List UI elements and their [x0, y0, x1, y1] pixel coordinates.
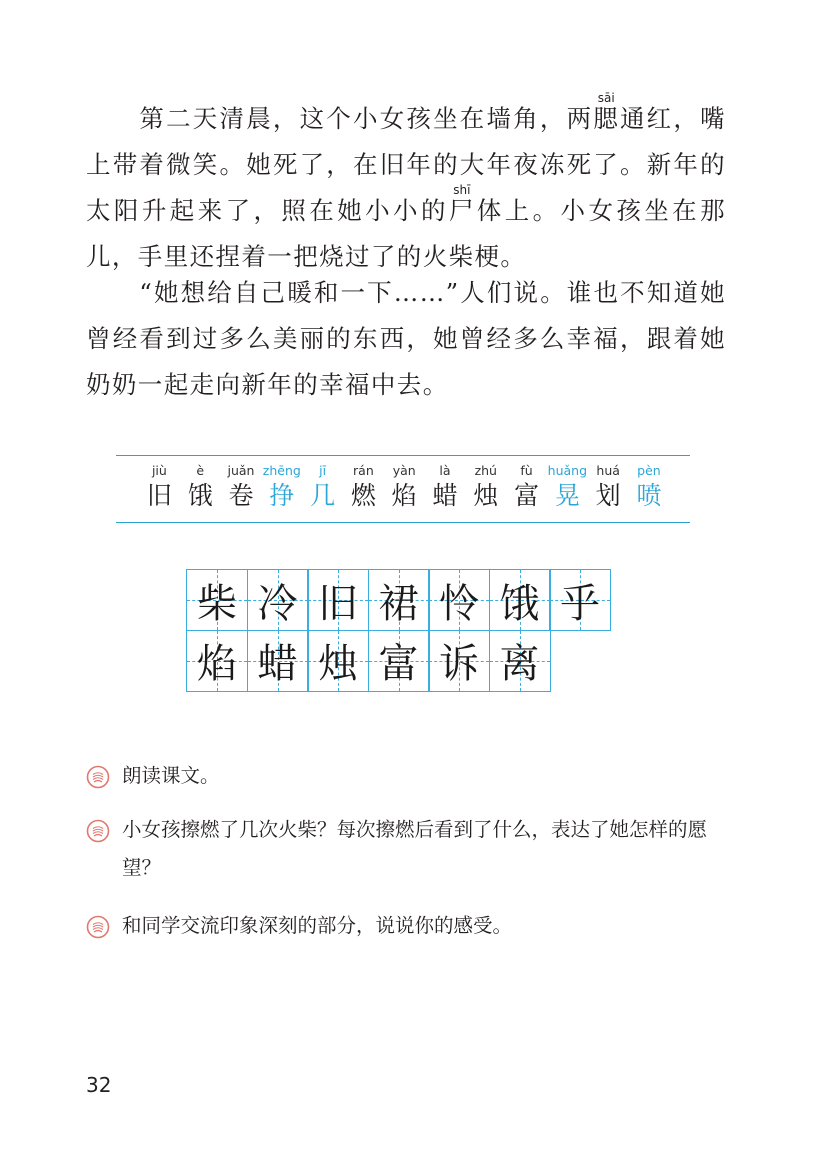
vocab-pinyin: zhēng [262, 463, 301, 478]
vocab-item [302, 462, 343, 512]
grid-char: 富 [378, 641, 419, 687]
seal-bullet-icon [86, 765, 110, 789]
paragraph-text: 通红，嘴上带着微笑。她死了，在旧年的大年夜冻死了。新年的太阳升起来了，照在她小小的 [86, 104, 726, 225]
grid-cell [307, 569, 369, 631]
vocab-pinyin: là [439, 463, 451, 478]
vocab-pinyin: huá [596, 463, 620, 478]
grid-char: 冷 [257, 580, 298, 627]
vocab-pinyin: yàn [392, 463, 416, 478]
grid-cell [186, 569, 248, 631]
vocab-pinyin: zhú [474, 463, 497, 478]
vocab-pinyin: jiù [151, 463, 167, 478]
vocab-item [384, 462, 425, 512]
vocab-item [465, 462, 506, 512]
grid-char: 裙 [378, 580, 419, 627]
grid-cell [368, 630, 430, 692]
vocab-char: 几 [310, 481, 336, 510]
seal-bullet-icon [86, 819, 110, 843]
grid-cell [549, 569, 611, 631]
grid-row [186, 630, 610, 691]
vocab-item [588, 462, 629, 512]
question-item [86, 757, 736, 795]
ruby-sai [593, 91, 620, 133]
vocab-pinyin: è [196, 463, 205, 478]
vocab-char: 旧 [146, 481, 172, 510]
vocab-pinyin: huǎng [547, 463, 588, 478]
vocab-char: 烛 [473, 481, 499, 510]
vocab-pinyin: fù [520, 463, 533, 478]
grid-char: 怜 [439, 580, 479, 627]
vocab-list [139, 462, 669, 512]
grid-char: 烛 [318, 641, 358, 687]
vocab-char: 蜡 [432, 481, 458, 510]
question-text: 和同学交流印象深刻的部分，说说你的感受。 [122, 914, 513, 937]
grid-char: 乎 [560, 580, 600, 627]
grid-cell [307, 630, 369, 692]
vocab-item [261, 462, 302, 512]
grid-cell [247, 630, 309, 692]
vocab-item [221, 462, 262, 512]
vocab-item [180, 462, 221, 512]
vocab-char: 富 [514, 481, 540, 510]
grid-cell [428, 569, 490, 631]
vocab-item [506, 462, 547, 512]
grid-char: 离 [499, 641, 540, 687]
ruby-char: 尸 [448, 196, 477, 225]
vocab-char: 饿 [187, 481, 213, 510]
vocab-item [139, 462, 180, 512]
grid-cell [489, 630, 551, 692]
paragraph-text: “她想给自己暖和一下……”人们说。谁也不知道她曾经看到过多么美丽的东西，她曾经多么幸福，跟着她奶奶一起走向新年的幸福中去。 [86, 278, 726, 399]
grid-cell [428, 630, 490, 692]
grid-char: 焰 [197, 641, 237, 687]
paragraph-text: 第二天清晨，这个小女孩坐在墙角，两 [139, 104, 594, 133]
vocab-item [629, 462, 670, 512]
seal-bullet-icon [86, 915, 110, 939]
ruby-char: 腮 [593, 104, 620, 133]
grid-char: 诉 [439, 641, 479, 687]
ruby-shi [448, 183, 477, 225]
vocab-pinyin: pèn [637, 463, 661, 478]
ruby-pinyin: shī [448, 183, 475, 197]
vocab-item [343, 462, 384, 512]
paragraph-2 [86, 270, 726, 408]
paragraph-1 [86, 92, 726, 280]
vocab-char: 卷 [228, 481, 254, 510]
vocab-char: 燃 [350, 481, 376, 510]
vocab-char: 挣 [269, 481, 295, 510]
vocab-pinyin: jī [319, 463, 327, 478]
vocab-char: 喷 [636, 481, 662, 510]
grid-cell [247, 569, 309, 631]
paragraph-text: 体上。小女孩坐在那儿，手里还捏着一把烧过了的火柴梗。 [86, 196, 726, 271]
writing-grid [186, 569, 610, 690]
question-item [86, 907, 736, 945]
grid-char: 柴 [197, 580, 237, 627]
vocab-item [425, 462, 466, 512]
page-number: 32 [86, 1073, 112, 1097]
ruby-pinyin: sāi [593, 91, 620, 105]
vocab-item [547, 462, 588, 512]
grid-char: 旧 [318, 580, 358, 627]
vocab-bottom-rule [116, 522, 690, 523]
question-text: 小女孩擦燃了几次火柴？每次擦燃后看到了什么，表达了她怎样的愿望？ [122, 818, 708, 879]
vocab-char: 划 [595, 481, 621, 510]
vocab-top-rule [116, 455, 690, 456]
vocab-char: 晃 [554, 481, 580, 510]
grid-cell [489, 569, 551, 631]
paragraph-indent [86, 278, 139, 307]
vocab-pinyin: juǎn [227, 463, 255, 478]
grid-cell [368, 569, 430, 631]
vocab-char: 焰 [391, 481, 417, 510]
vocab-pinyin: rán [353, 463, 374, 478]
grid-char: 饿 [499, 580, 540, 627]
grid-row [186, 569, 610, 630]
paragraph-indent [86, 104, 139, 133]
question-item [86, 811, 736, 887]
grid-cell [186, 630, 248, 692]
question-text: 朗读课文。 [122, 764, 220, 787]
grid-char: 蜡 [257, 641, 298, 687]
